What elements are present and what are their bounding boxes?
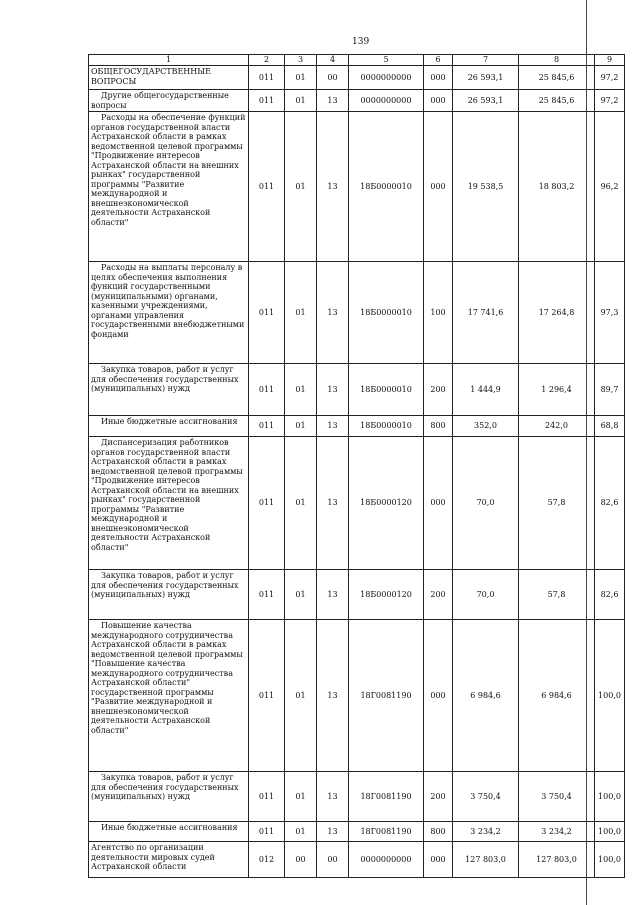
expense-type-cell: 000 (424, 112, 453, 262)
planned-amount-cell: 6 984,6 (453, 620, 519, 772)
administrator-code-cell: 011 (249, 66, 285, 90)
section-cell: 01 (285, 570, 317, 620)
percent-cell: 96,2 (595, 112, 625, 262)
column-number: 4 (317, 55, 349, 66)
actual-amount-cell: 57,8 (519, 570, 595, 620)
percent-cell: 68,8 (595, 416, 625, 437)
expense-type-cell: 200 (424, 364, 453, 416)
expense-type-cell: 000 (424, 437, 453, 570)
column-number: 3 (285, 55, 317, 66)
actual-amount-cell: 127 803,0 (519, 842, 595, 878)
table-row (89, 66, 625, 90)
actual-amount-cell: 18 803,2 (519, 112, 595, 262)
expense-type-cell: 000 (424, 620, 453, 772)
section-cell: 01 (285, 112, 317, 262)
actual-amount-cell: 17 264,8 (519, 262, 595, 364)
table-row (89, 364, 625, 416)
expense-type-cell: 800 (424, 416, 453, 437)
table-row (89, 772, 625, 822)
target-article-cell: 0000000000 (349, 66, 424, 90)
column-number: 5 (349, 55, 424, 66)
table-row (89, 620, 625, 772)
item-name-cell: Расходы на выплаты персоналу в целях обеспечения выполнения функций государственными (муниципальными) органами, казенными учреждениями, органами управления государственными внебюджетными фондами (89, 262, 249, 364)
expense-type-cell: 100 (424, 262, 453, 364)
expense-type-cell: 000 (424, 842, 453, 878)
expense-type-cell: 000 (424, 90, 453, 112)
actual-amount-cell: 1 296,4 (519, 364, 595, 416)
section-cell: 01 (285, 772, 317, 822)
column-number: 7 (453, 55, 519, 66)
actual-amount-cell: 25 845,6 (519, 90, 595, 112)
item-name-cell: Иные бюджетные ассигнования (89, 822, 249, 842)
administrator-code-cell: 011 (249, 620, 285, 772)
target-article-cell: 18Г0081190 (349, 772, 424, 822)
target-article-cell: 18Б0000010 (349, 262, 424, 364)
item-name-cell: Другие общегосударственные вопросы (89, 90, 249, 112)
administrator-code-cell: 011 (249, 112, 285, 262)
item-name-cell: Агентство по организации деятельности мировых судей Астраханской области (89, 842, 249, 878)
item-name-cell: Диспансеризация работников органов государственной власти Астраханской области в рамках ведомственной целевой программы "Продвижение интересов Астраханской области на внешних рынках" государственной программы "Развитие международной и внешнеэкономической деятельности Астраханской области" (89, 437, 249, 570)
section-cell: 01 (285, 416, 317, 437)
subsection-cell: 00 (317, 842, 349, 878)
subsection-cell: 13 (317, 570, 349, 620)
column-number: 1 (89, 55, 249, 66)
expense-type-cell: 800 (424, 822, 453, 842)
target-article-cell: 18Б0000120 (349, 570, 424, 620)
table-row (89, 822, 625, 842)
planned-amount-cell: 17 741,6 (453, 262, 519, 364)
section-cell: 01 (285, 437, 317, 570)
table-row (89, 90, 625, 112)
administrator-code-cell: 011 (249, 416, 285, 437)
planned-amount-cell: 19 538,5 (453, 112, 519, 262)
target-article-cell: 0000000000 (349, 842, 424, 878)
percent-cell: 100,0 (595, 822, 625, 842)
planned-amount-cell: 3 234,2 (453, 822, 519, 842)
section-cell: 00 (285, 842, 317, 878)
section-cell: 01 (285, 822, 317, 842)
subsection-cell: 13 (317, 620, 349, 772)
item-name-cell: Повышение качества международного сотрудничества Астраханской области в рамках ведомственной целевой программы "Повышение качества международного сотрудничества Астраханской области" государственной программы "Развитие международной и внешнеэкономической деятельности Астраханской области" (89, 620, 249, 772)
item-name-cell: Расходы на обеспечение функций органов государственной власти Астраханской области в рамках ведомственной целевой программы "Продвижение интересов Астраханской области на внешних рынках" государственной программы "Развитие международной и внешнеэкономической деятельности Астраханской области" (89, 112, 249, 262)
subsection-cell: 00 (317, 66, 349, 90)
item-name-cell: Закупка товаров, работ и услуг для обеспечения государственных (муниципальных) нужд (89, 772, 249, 822)
administrator-code-cell: 011 (249, 437, 285, 570)
actual-amount-cell: 6 984,6 (519, 620, 595, 772)
administrator-code-cell: 012 (249, 842, 285, 878)
administrator-code-cell: 011 (249, 570, 285, 620)
subsection-cell: 13 (317, 416, 349, 437)
percent-cell: 97,2 (595, 90, 625, 112)
actual-amount-cell: 3 750,4 (519, 772, 595, 822)
planned-amount-cell: 352,0 (453, 416, 519, 437)
subsection-cell: 13 (317, 822, 349, 842)
target-article-cell: 18Б0000010 (349, 364, 424, 416)
subsection-cell: 13 (317, 772, 349, 822)
target-article-cell: 18Б0000010 (349, 416, 424, 437)
page-number: 139 (352, 37, 370, 47)
column-number: 6 (424, 55, 453, 66)
subsection-cell: 13 (317, 262, 349, 364)
table-row (89, 112, 625, 262)
percent-cell: 100,0 (595, 620, 625, 772)
table-row (89, 842, 625, 878)
column-number-row (89, 55, 625, 66)
actual-amount-cell: 3 234,2 (519, 822, 595, 842)
target-article-cell: 0000000000 (349, 90, 424, 112)
planned-amount-cell: 70,0 (453, 437, 519, 570)
section-cell: 01 (285, 66, 317, 90)
table-row (89, 437, 625, 570)
target-article-cell: 18Б0000120 (349, 437, 424, 570)
administrator-code-cell: 011 (249, 772, 285, 822)
percent-cell: 89,7 (595, 364, 625, 416)
item-name-cell: ОБЩЕГОСУДАРСТВЕННЫЕ ВОПРОСЫ (89, 66, 249, 90)
planned-amount-cell: 3 750,4 (453, 772, 519, 822)
budget-table (88, 54, 625, 878)
target-article-cell: 18Б0000010 (349, 112, 424, 262)
subsection-cell: 13 (317, 437, 349, 570)
item-name-cell: Иные бюджетные ассигнования (89, 416, 249, 437)
administrator-code-cell: 011 (249, 822, 285, 842)
percent-cell: 97,3 (595, 262, 625, 364)
subsection-cell: 13 (317, 364, 349, 416)
percent-cell: 100,0 (595, 772, 625, 822)
actual-amount-cell: 57,8 (519, 437, 595, 570)
subsection-cell: 13 (317, 112, 349, 262)
planned-amount-cell: 1 444,9 (453, 364, 519, 416)
table-row (89, 262, 625, 364)
planned-amount-cell: 127 803,0 (453, 842, 519, 878)
target-article-cell: 18Г0081190 (349, 822, 424, 842)
section-cell: 01 (285, 364, 317, 416)
planned-amount-cell: 70,0 (453, 570, 519, 620)
target-article-cell: 18Г0081190 (349, 620, 424, 772)
percent-cell: 82,6 (595, 437, 625, 570)
percent-cell: 100,0 (595, 842, 625, 878)
subsection-cell: 13 (317, 90, 349, 112)
planned-amount-cell: 26 593,1 (453, 66, 519, 90)
item-name-cell: Закупка товаров, работ и услуг для обеспечения государственных (муниципальных) нужд (89, 570, 249, 620)
column-number: 9 (595, 55, 625, 66)
administrator-code-cell: 011 (249, 262, 285, 364)
section-cell: 01 (285, 90, 317, 112)
column-number: 2 (249, 55, 285, 66)
table-row (89, 416, 625, 437)
actual-amount-cell: 242,0 (519, 416, 595, 437)
section-cell: 01 (285, 262, 317, 364)
administrator-code-cell: 011 (249, 364, 285, 416)
percent-cell: 97,2 (595, 66, 625, 90)
table-row (89, 570, 625, 620)
actual-amount-cell: 25 845,6 (519, 66, 595, 90)
administrator-code-cell: 011 (249, 90, 285, 112)
item-name-cell: Закупка товаров, работ и услуг для обеспечения государственных (муниципальных) нужд (89, 364, 249, 416)
expense-type-cell: 200 (424, 570, 453, 620)
planned-amount-cell: 26 593,1 (453, 90, 519, 112)
column-number: 8 (519, 55, 595, 66)
expense-type-cell: 200 (424, 772, 453, 822)
percent-cell: 82,6 (595, 570, 625, 620)
section-cell: 01 (285, 620, 317, 772)
expense-type-cell: 000 (424, 66, 453, 90)
